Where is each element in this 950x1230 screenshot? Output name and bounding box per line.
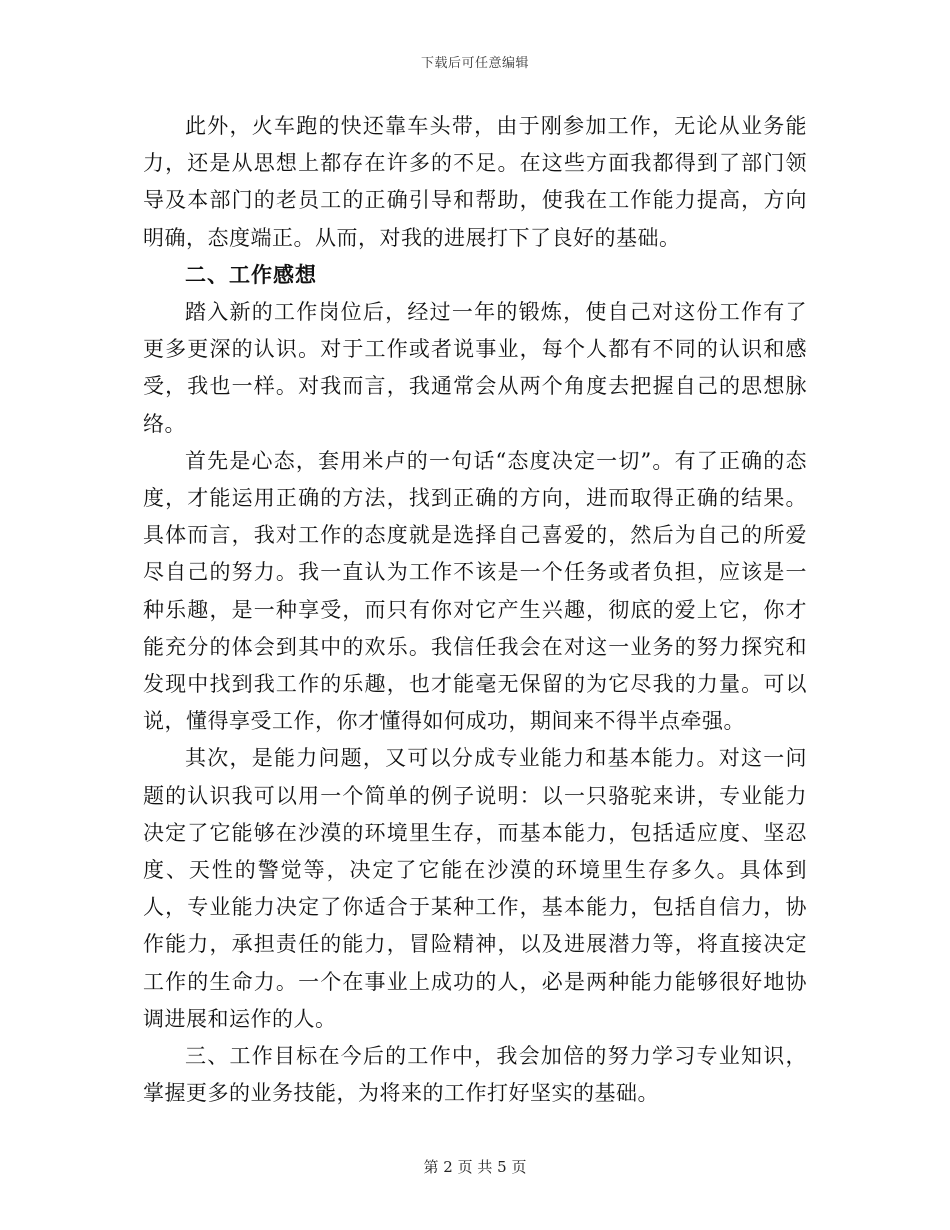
- section-heading-work-thoughts: 二、工作感想: [185, 262, 317, 287]
- page-number: 第 2 页 共 5 页: [423, 1158, 527, 1176]
- paragraph-support: 此外，火车跑的快还靠车头带，由于刚参加工作，无论从业务能力，还是从思想上都存在许多的不足。在这些方面我都得到了部门领导及本部门的老员工的正确引导和帮助，使我在工作能力提高，方向明确，态度端正。从而，对我的进展打下了良好的基础。: [143, 114, 807, 250]
- paragraph-attitude: 首先是心态，套用米卢的一句话“态度决定一切”。有了正确的态度，才能运用正确的方法，找到正确的方向，进而取得正确的结果。具体而言，我对工作的态度就是选择自己喜爱的，然后为自己的所爱尽自己的努力。我一直认为工作不该是一个任务或者负担，应该是一种乐趣，是一种享受，而只有你对它产生兴趣，彻底的爱上它，你才能充分的体会到其中的欢乐。我信任我会在对这一业务的努力探究和发现中找到我工作的乐趣，也才能毫无保留的为它尽我的力量。可以说，懂得享受工作，你才懂得如何成功，期间来不得半点牵强。: [143, 448, 807, 734]
- page-header: 下载后可任意编辑: [420, 56, 529, 71]
- paragraph-new-position: 踏入新的工作岗位后，经过一年的锻炼，使自己对这份工作有了更多更深的认识。对于工作或者说事业，每个人都有不同的认识和感受，我也一样。对我而言，我通常会从两个角度去把握自己的思想脉络。: [143, 300, 807, 436]
- paragraph-ability: 其次，是能力问题，又可以分成专业能力和基本能力。对这一问题的认识我可以用一个简单的例子说明：以一只骆驼来讲，专业能力决定了它能够在沙漠的环境里生存，而基本能力，包括适应度、坚忍度、天性的警觉等，决定了它能在沙漠的环境里生存多久。具体到人，专业能力决定了你适合于某种工作，基本能力，包括自信力，协作能力，承担责任的能力，冒险精神，以及进展潜力等，将直接决定工作的生命力。一个在事业上成功的人，必是两种能力能够很好地协调进展和运作的人。: [143, 746, 807, 1031]
- paragraph-work-goals: 三、工作目标在今后的工作中，我会加倍的努力学习专业知识，掌握更多的业务技能，为将来的工作打好坚实的基础。: [143, 1044, 807, 1106]
- document-body: [143, 108, 807, 1112]
